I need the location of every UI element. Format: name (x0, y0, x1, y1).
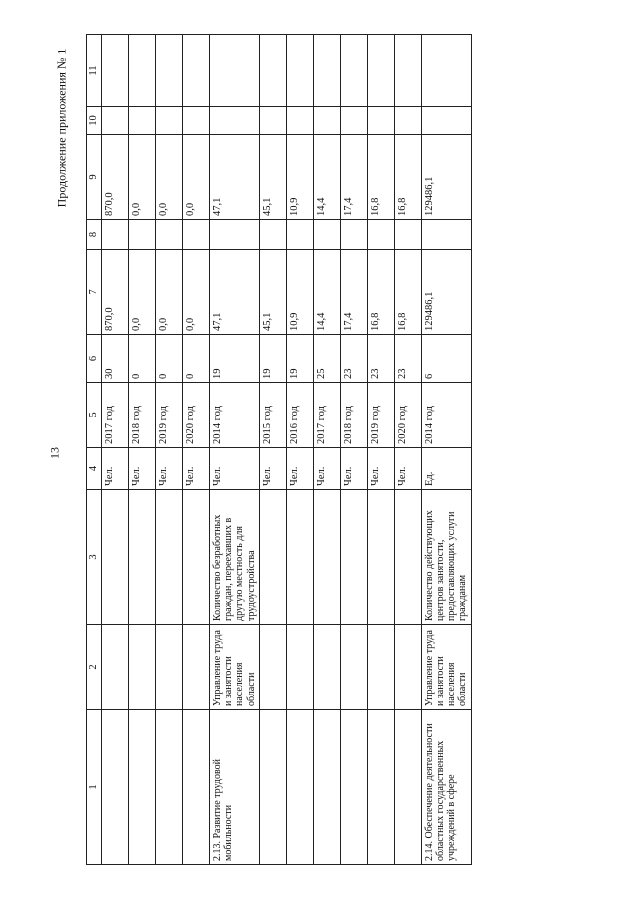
year-cell: 2019 год (156, 383, 183, 448)
column-9-amount-cell: 0,0 (156, 135, 183, 220)
column-8-cell (286, 220, 313, 250)
responsible-cell (259, 625, 286, 710)
column-11-cell (421, 35, 471, 107)
column-11-cell (102, 35, 129, 107)
indicator-value-cell: 30 (102, 335, 129, 383)
total-amount-cell: 17,4 (340, 250, 367, 335)
table-row (183, 35, 210, 865)
column-number: 8 (87, 220, 102, 250)
unit-cell: Ед. (421, 448, 471, 490)
year-cell: 2014 год (210, 383, 260, 448)
indicator-cell (183, 490, 210, 625)
total-amount-cell: 10,9 (286, 250, 313, 335)
responsible-cell: Управление труда и занятости населения области (210, 625, 260, 710)
column-11-cell (394, 35, 421, 107)
appendix-continuation-note: Продолжение приложения № 1 (54, 48, 69, 208)
unit-cell: Чел. (340, 448, 367, 490)
year-cell: 2020 год (394, 383, 421, 448)
column-9-amount-cell: 10,9 (286, 135, 313, 220)
column-9-amount-cell: 14,4 (313, 135, 340, 220)
column-number-row (87, 35, 102, 865)
measure-name-cell (286, 710, 313, 865)
measure-name-cell (259, 710, 286, 865)
unit-cell: Чел. (313, 448, 340, 490)
total-amount-cell: 45,1 (259, 250, 286, 335)
column-11-cell (156, 35, 183, 107)
total-amount-cell: 16,8 (367, 250, 394, 335)
indicator-value-cell: 25 (313, 335, 340, 383)
column-10-cell (421, 107, 471, 135)
indicator-value-cell: 23 (340, 335, 367, 383)
column-11-cell (367, 35, 394, 107)
column-9-amount-cell: 45,1 (259, 135, 286, 220)
column-8-cell (313, 220, 340, 250)
column-10-cell (340, 107, 367, 135)
column-8-cell (210, 220, 260, 250)
table-row (421, 35, 471, 865)
year-cell: 2020 год (183, 383, 210, 448)
indicator-cell (286, 490, 313, 625)
column-9-amount-cell: 129486,1 (421, 135, 471, 220)
year-cell: 2018 год (340, 383, 367, 448)
indicator-value-cell: 19 (259, 335, 286, 383)
total-amount-cell: 0,0 (183, 250, 210, 335)
column-11-cell (129, 35, 156, 107)
column-10-cell (183, 107, 210, 135)
unit-cell: Чел. (286, 448, 313, 490)
measure-name-cell (129, 710, 156, 865)
table-row (367, 35, 394, 865)
responsible-cell (313, 625, 340, 710)
indicator-value-cell: 19 (210, 335, 260, 383)
indicator-value-cell: 23 (367, 335, 394, 383)
year-cell: 2017 год (102, 383, 129, 448)
indicator-value-cell: 0 (183, 335, 210, 383)
column-9-amount-cell: 47,1 (210, 135, 260, 220)
column-9-amount-cell: 0,0 (129, 135, 156, 220)
total-amount-cell: 0,0 (129, 250, 156, 335)
table-row (313, 35, 340, 865)
column-10-cell (313, 107, 340, 135)
column-8-cell (102, 220, 129, 250)
unit-cell: Чел. (156, 448, 183, 490)
table-row (210, 35, 260, 865)
column-number: 7 (87, 250, 102, 335)
indicator-cell (156, 490, 183, 625)
unit-cell: Чел. (367, 448, 394, 490)
responsible-cell (367, 625, 394, 710)
column-10-cell (259, 107, 286, 135)
responsible-cell (156, 625, 183, 710)
indicator-value-cell: 0 (156, 335, 183, 383)
measure-name-cell (340, 710, 367, 865)
year-cell: 2017 год (313, 383, 340, 448)
column-number: 11 (87, 35, 102, 107)
measure-name-cell (394, 710, 421, 865)
total-amount-cell: 16,8 (394, 250, 421, 335)
column-10-cell (286, 107, 313, 135)
column-9-amount-cell: 17,4 (340, 135, 367, 220)
measure-name-cell (367, 710, 394, 865)
column-8-cell (421, 220, 471, 250)
year-cell: 2016 год (286, 383, 313, 448)
indicator-value-cell: 0 (129, 335, 156, 383)
indicator-cell (102, 490, 129, 625)
total-amount-cell: 0,0 (156, 250, 183, 335)
column-number: 2 (87, 625, 102, 710)
data-table (86, 34, 472, 865)
year-cell: 2014 год (421, 383, 471, 448)
year-cell: 2019 год (367, 383, 394, 448)
column-8-cell (129, 220, 156, 250)
unit-cell: Чел. (183, 448, 210, 490)
year-cell: 2018 год (129, 383, 156, 448)
responsible-cell (340, 625, 367, 710)
table-row (286, 35, 313, 865)
column-10-cell (156, 107, 183, 135)
indicator-cell (367, 490, 394, 625)
table-row (102, 35, 129, 865)
column-9-amount-cell: 0,0 (183, 135, 210, 220)
responsible-cell (183, 625, 210, 710)
column-10-cell (129, 107, 156, 135)
column-8-cell (367, 220, 394, 250)
indicator-cell (313, 490, 340, 625)
total-amount-cell: 47,1 (210, 250, 260, 335)
column-11-cell (340, 35, 367, 107)
column-10-cell (367, 107, 394, 135)
unit-cell: Чел. (102, 448, 129, 490)
column-number: 9 (87, 135, 102, 220)
column-11-cell (286, 35, 313, 107)
column-8-cell (156, 220, 183, 250)
measure-name-cell (156, 710, 183, 865)
total-amount-cell: 14,4 (313, 250, 340, 335)
column-9-amount-cell: 16,8 (394, 135, 421, 220)
unit-cell: Чел. (259, 448, 286, 490)
indicator-cell (129, 490, 156, 625)
column-11-cell (210, 35, 260, 107)
column-number: 3 (87, 490, 102, 625)
indicator-cell (394, 490, 421, 625)
total-amount-cell: 129486,1 (421, 250, 471, 335)
table-row (129, 35, 156, 865)
responsible-cell (129, 625, 156, 710)
column-number: 6 (87, 335, 102, 383)
indicator-cell (340, 490, 367, 625)
column-8-cell (340, 220, 367, 250)
page-number: 13 (47, 447, 62, 459)
measure-name-cell (183, 710, 210, 865)
column-8-cell (183, 220, 210, 250)
column-9-amount-cell: 870,0 (102, 135, 129, 220)
unit-cell: Чел. (394, 448, 421, 490)
table-row (394, 35, 421, 865)
measure-name-cell: 2.14. Обеспечение деятельности областных государственных учреждений в сфере (421, 710, 471, 865)
table-row (340, 35, 367, 865)
indicator-cell (259, 490, 286, 625)
responsible-cell (394, 625, 421, 710)
table-row (259, 35, 286, 865)
column-11-cell (259, 35, 286, 107)
indicator-cell: Количество безработных граждан, переехавших в другую местность для трудоустройства (210, 490, 260, 625)
table-row (156, 35, 183, 865)
column-number: 4 (87, 448, 102, 490)
responsible-cell: Управление труда и занятости населения области (421, 625, 471, 710)
column-10-cell (102, 107, 129, 135)
indicator-value-cell: 19 (286, 335, 313, 383)
unit-cell: Чел. (210, 448, 260, 490)
indicator-value-cell: 6 (421, 335, 471, 383)
column-number: 10 (87, 107, 102, 135)
column-number: 5 (87, 383, 102, 448)
column-8-cell (259, 220, 286, 250)
responsible-cell (102, 625, 129, 710)
total-amount-cell: 870,0 (102, 250, 129, 335)
column-11-cell (313, 35, 340, 107)
column-8-cell (394, 220, 421, 250)
column-11-cell (183, 35, 210, 107)
indicator-value-cell: 23 (394, 335, 421, 383)
indicator-cell: Количество действующих центров занятости, предоставляющих услуги гражданам (421, 490, 471, 625)
column-number: 1 (87, 710, 102, 865)
column-10-cell (210, 107, 260, 135)
unit-cell: Чел. (129, 448, 156, 490)
year-cell: 2015 год (259, 383, 286, 448)
column-10-cell (394, 107, 421, 135)
column-9-amount-cell: 16,8 (367, 135, 394, 220)
responsible-cell (286, 625, 313, 710)
measure-name-cell: 2.13. Развитие трудовой мобильности (210, 710, 260, 865)
measure-name-cell (102, 710, 129, 865)
measure-name-cell (313, 710, 340, 865)
